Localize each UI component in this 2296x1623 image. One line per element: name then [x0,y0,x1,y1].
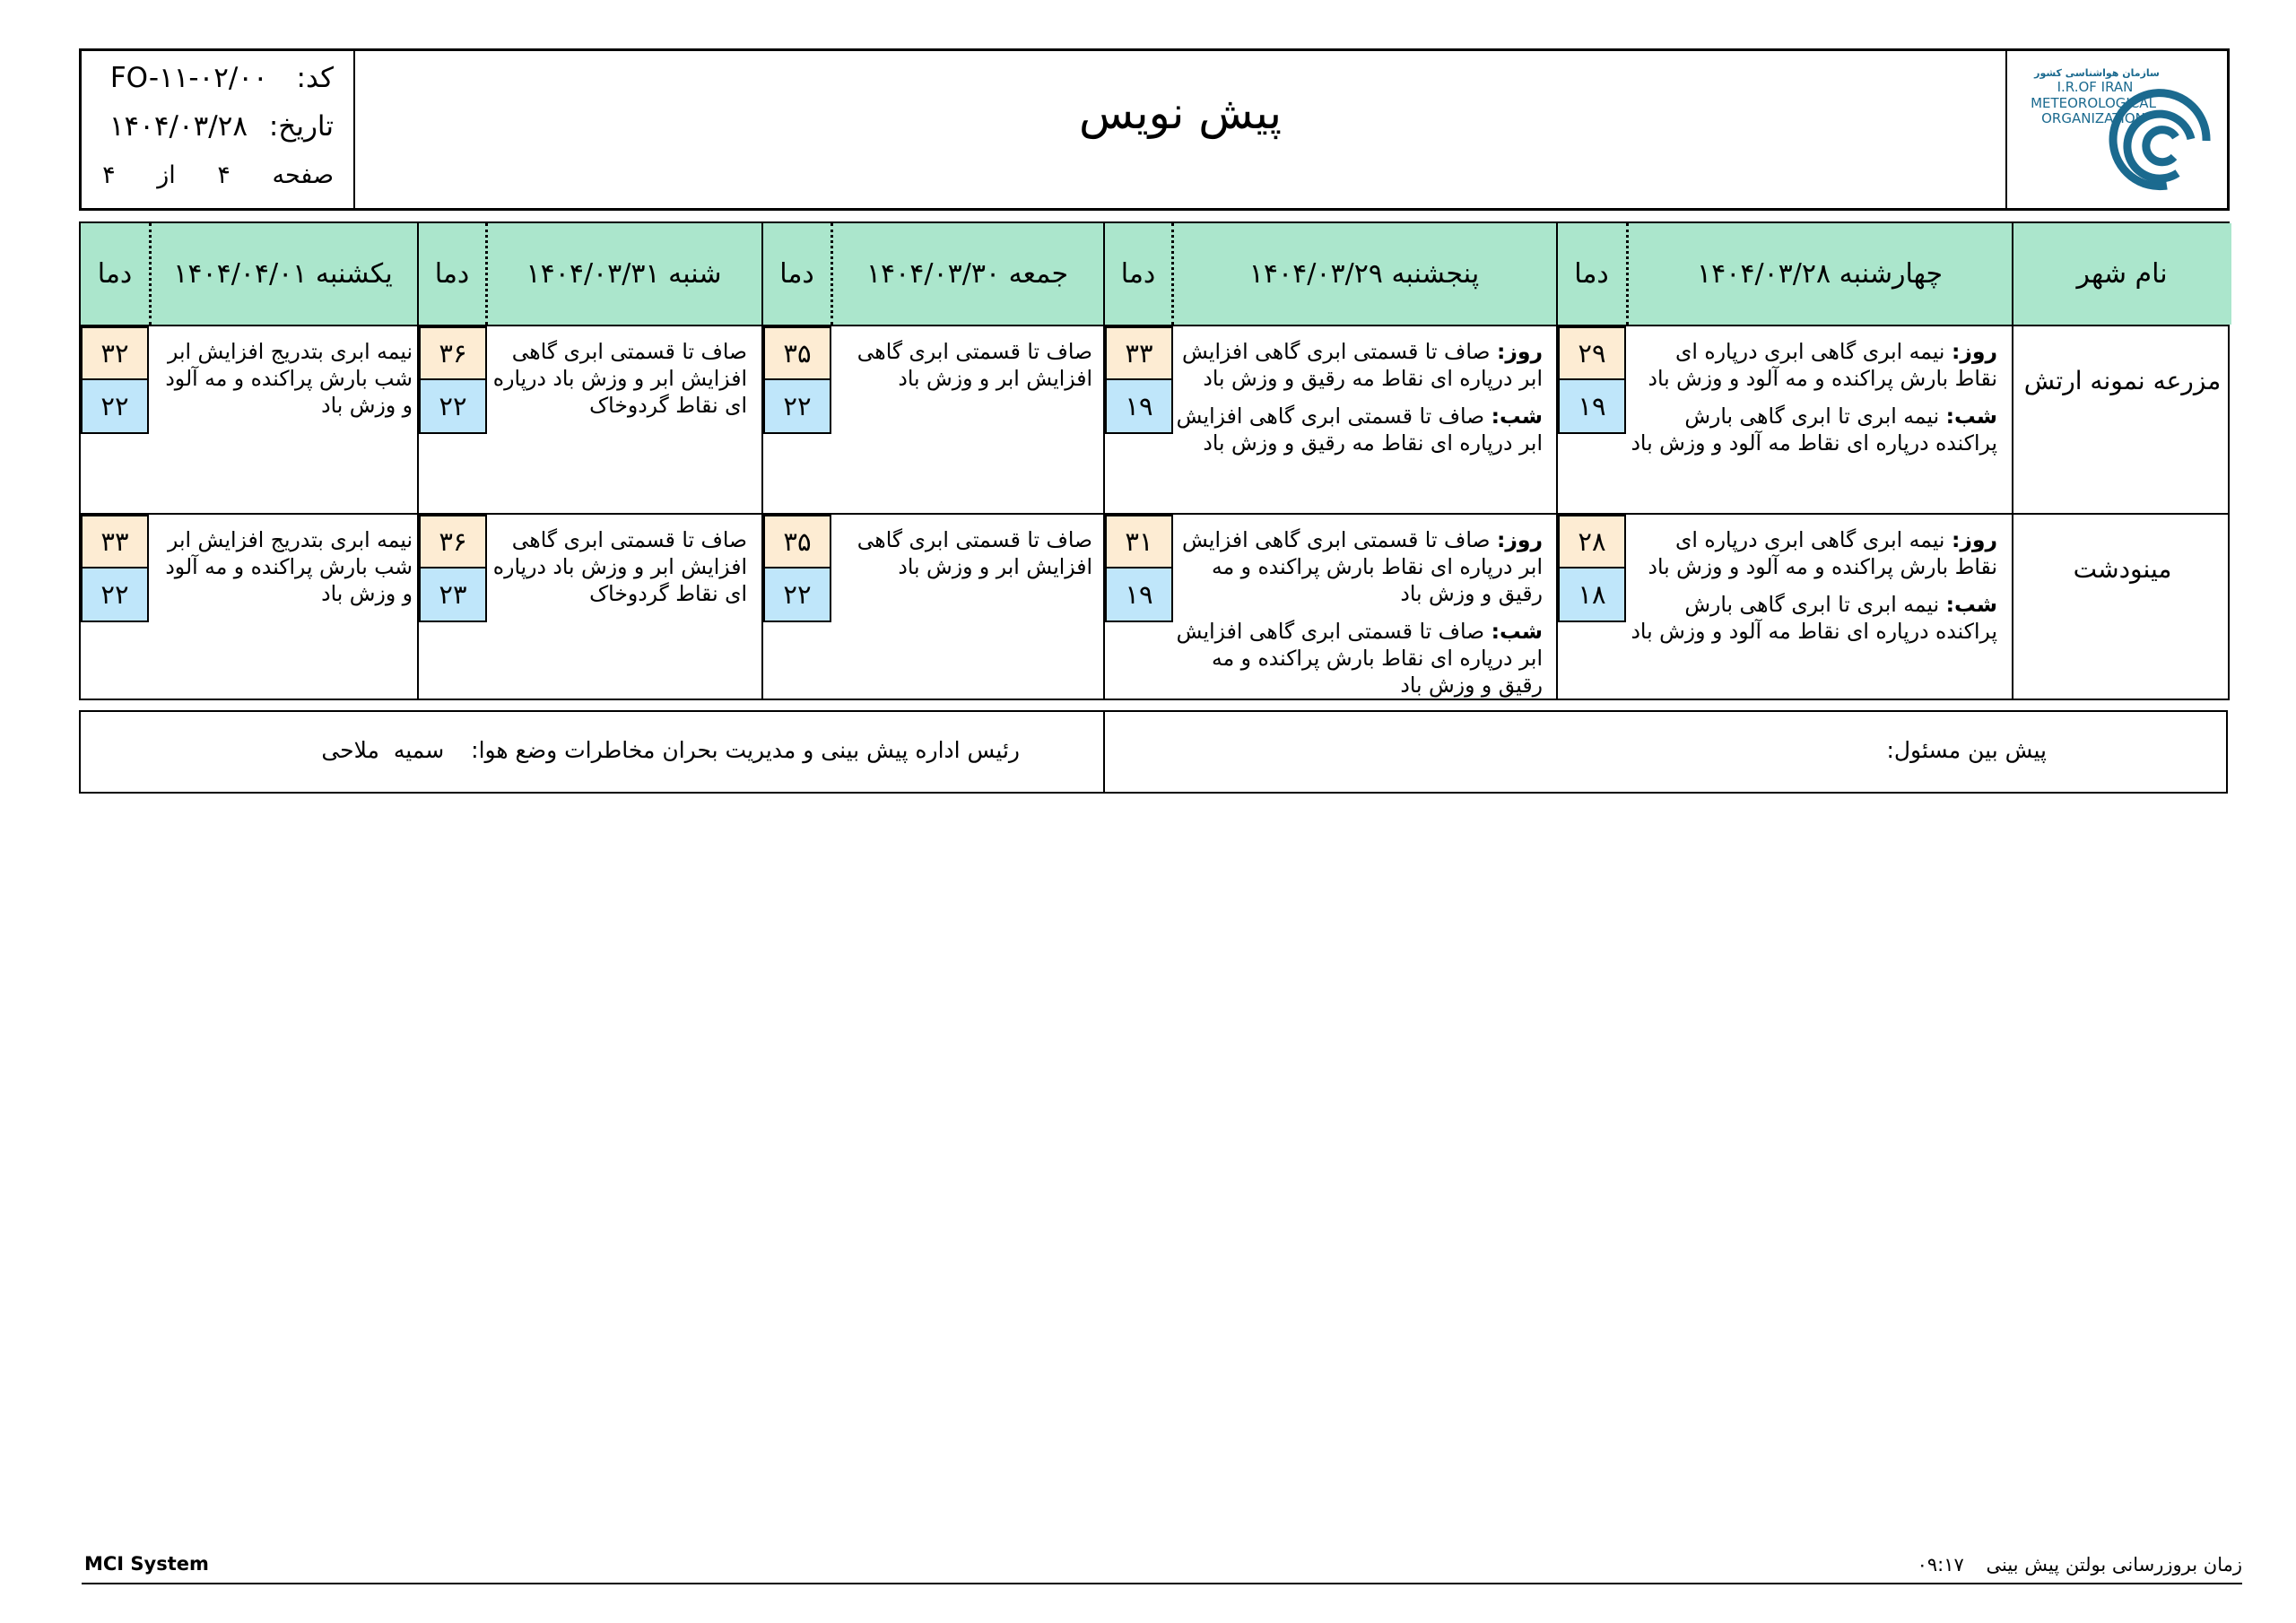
page-label: صفحه [272,161,334,189]
code-row [110,62,334,94]
department-head-name: سمیه ملاحی [321,737,445,763]
max-temp-r1-d1: ۲۹ [1558,326,1626,380]
day-label: روز: [1496,527,1543,552]
update-label: زمان بروزرسانی بولتن پیش بینی [1986,1554,2242,1575]
grid-dotted-line [1171,223,1174,325]
grid-line [1556,223,1558,699]
logo-text-organization: ORGANIZATION [2041,110,2145,126]
forecast-cell-r2-d3: صاف تا قسمتی ابری گاهی افزایش ابر و وزش باد [857,527,1092,579]
min-temp-r1-d4: ۲۲ [419,380,487,434]
night-forecast: نیمه ابری تا ابری گاهی بارش پراکنده درپاره ای نقاط مه آلود و وزش باد [1631,592,1997,644]
min-temp-r1-d5: ۲۲ [81,380,149,434]
document-header [79,48,2230,211]
page-row [102,161,334,189]
max-temp-r2-d5: ۳۳ [81,515,149,568]
signature-box [79,710,2228,794]
night-label: شب: [1945,404,1997,429]
update-time-row [1918,1554,2242,1575]
max-temp-r2-d1: ۲۸ [1558,515,1626,568]
day-header-2: پنجشنبه ۱۴۰۴/۰۳/۲۹ [1248,258,1480,290]
update-time: ۰۹:۱۷ [1917,1554,1964,1575]
day-header-3: جمعه ۱۴۰۴/۰۳/۳۰ [865,258,1069,290]
min-temp-r2-d1: ۱۸ [1558,568,1626,622]
day-forecast: صاف تا قسمتی ابری گاهی افزایش ابر درپاره ای نقاط بارش پراکنده و مه رقیق و وزش باد [1181,527,1543,606]
night-forecast: صاف تا قسمتی ابری گاهی افزایش ابر درپاره ای نقاط بارش پراکنده و مه رقیق و وزش باد [1176,619,1543,698]
forecast-cell-r1-d1 [1628,338,1997,456]
page-total: ۴ [102,161,116,189]
min-temp-r2-d4: ۲۳ [419,568,487,622]
night-label: شب: [1945,592,1997,617]
system-name: MCI System [84,1553,209,1575]
temp-header-5: دما [97,258,133,290]
day-header-4: شنبه ۱۴۰۴/۰۳/۳۱ [526,258,722,290]
night-forecast: صاف تا قسمتی ابری گاهی افزایش ابر درپاره ای نقاط مه رقیق و وزش باد [1176,404,1543,456]
day-label: روز: [1951,527,1997,552]
forecast-table [79,221,2230,700]
logo-text-iran: I.R.OF IRAN [2057,79,2134,95]
footer-rule [82,1583,2242,1584]
logo-text-fa: سازمان هواشناسی کشور [2034,67,2160,79]
forecast-cell-r2-d2 [1173,526,1543,699]
grid-dotted-line [485,223,488,325]
document-meta [82,51,355,208]
forecast-cell-r2-d5: نیمه ابری بتدریج افزایش ابر شب بارش پراکنده و مه آلود و وزش باد [165,527,413,606]
temp-header-1: دما [1574,258,1609,290]
night-label: شب: [1491,619,1543,644]
min-temp-r2-d2: ۱۹ [1105,568,1173,622]
code-label: کد: [296,62,334,94]
day-header-5: یکشنبه ۱۴۰۴/۰۴/۰۱ [173,258,393,290]
forecast-cell-r1-d2 [1173,338,1543,456]
page-title: پیش نویس [1078,87,1283,139]
grid-dotted-line [149,223,152,325]
day-header-1: چهارشنبه ۱۴۰۴/۰۳/۲۸ [1697,258,1943,290]
grid-line [2012,223,2013,699]
max-temp-r1-d5: ۳۲ [81,326,149,380]
day-label: روز: [1951,339,1997,364]
day-header-group-5 [81,223,417,325]
grid-line [761,223,763,699]
grid-line [1103,223,1105,699]
signature-divider [1103,712,1105,792]
department-head-label: رئیس اداره پیش بینی و مدیریت بحران مخاطرات وضع هوا: [471,737,1020,763]
night-forecast: نیمه ابری تا ابری گاهی بارش پراکنده درپاره ای نقاط مه آلود و وزش باد [1631,404,1997,456]
code-value: FO-۱۱-۰۲/۰۰ [109,62,268,94]
day-label: روز: [1496,339,1543,364]
logo-cell [2005,51,2227,208]
forecast-cell-r2-d1 [1628,526,1997,645]
logo-text-meteorological: METEOROLOGICAL [2031,95,2156,111]
day-header-group-4 [418,223,761,325]
date-row [109,110,334,143]
max-temp-r1-d2: ۳۳ [1105,326,1173,380]
day-forecast: نیمه ابری گاهی ابری درپاره ای نقاط بارش پراکنده و مه آلود و وزش باد [1648,339,1997,391]
grid-dotted-line [831,223,833,325]
forecast-cell-r2-d4: صاف تا قسمتی ابری گاهی افزایش ابر و وزش باد درپاره ای نقاط گردوخاک [492,527,747,606]
city-name-2: مینودشت [2073,553,2172,584]
night-label: شب: [1491,404,1543,429]
min-temp-r1-d2: ۱۹ [1105,380,1173,434]
city-name-1: مزرعه نمونه ارتش [2023,365,2222,395]
department-head [321,737,1020,763]
temp-header-3: دما [779,258,814,290]
date-value: ۱۴۰۴/۰۳/۲۸ [109,110,248,143]
min-temp-r2-d3: ۲۲ [763,568,831,622]
min-temp-r1-d3: ۲۲ [763,380,831,434]
min-temp-r1-d1: ۱۹ [1558,380,1626,434]
grid-line [417,223,419,699]
min-temp-r2-d5: ۲۲ [81,568,149,622]
forecaster-label: پیش بین مسئول: [1886,737,2047,763]
max-temp-r1-d4: ۳۶ [419,326,487,380]
forecast-cell-r1-d3: صاف تا قسمتی ابری گاهی افزایش ابر و وزش باد [857,339,1092,391]
city-header: نام شهر [2013,223,2231,325]
day-forecast: صاف تا قسمتی ابری گاهی افزایش ابر درپاره ای نقاط مه رقیق و وزش باد [1181,339,1543,391]
temp-header-2: دما [1120,258,1156,290]
page-of-label: از [157,161,176,189]
day-forecast: نیمه ابری گاهی ابری درپاره ای نقاط بارش پراکنده و مه آلود و وزش باد [1648,527,1997,579]
day-header-group-3 [762,223,1103,325]
max-temp-r2-d4: ۳۶ [419,515,487,568]
page-current: ۴ [217,161,230,189]
meteorological-organization-logo [2007,51,2227,208]
max-temp-r2-d3: ۳۵ [763,515,831,568]
temp-header-4: دما [434,258,470,290]
max-temp-r2-d2: ۳۱ [1105,515,1173,568]
forecast-cell-r1-d4: صاف تا قسمتی ابری گاهی افزایش ابر و وزش باد درپاره ای نقاط گردوخاک [492,339,747,418]
forecast-cell-r1-d5: نیمه ابری بتدریج افزایش ابر شب بارش پراکنده و مه آلود و وزش باد [165,339,413,418]
grid-dotted-line [1626,223,1629,325]
max-temp-r1-d3: ۳۵ [763,326,831,380]
date-label: تاریخ: [268,110,334,143]
